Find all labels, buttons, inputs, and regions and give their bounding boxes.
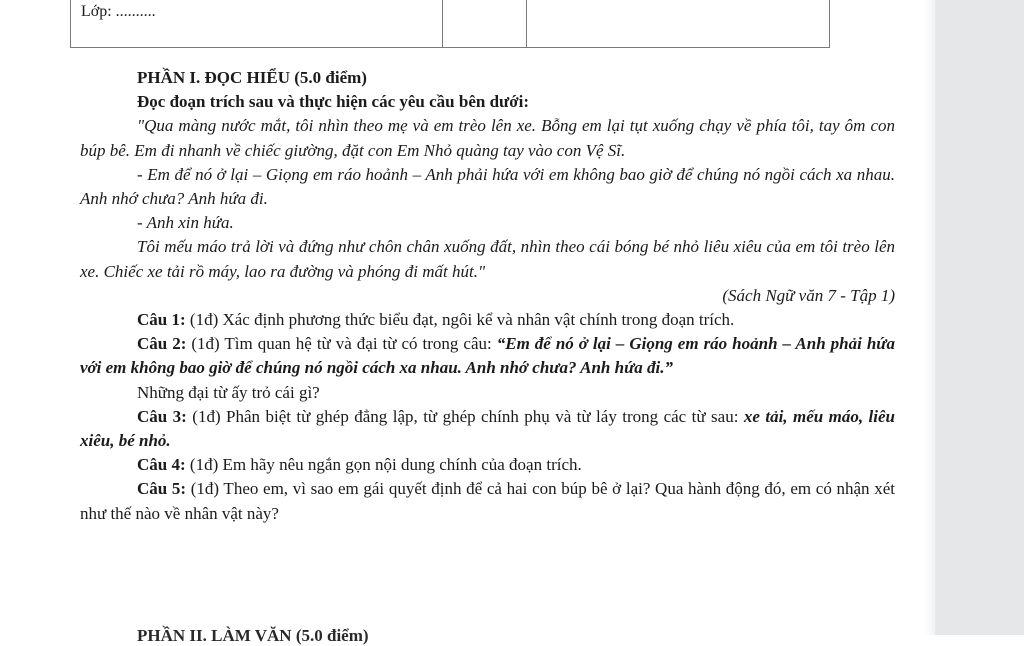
passage-paragraph: Tôi mếu máo trả lời và đứng như chôn chân xuống đất, nhìn theo cái bóng bé nhỏ liêu xiêu của em tôi trèo lên xe. Chiếc xe tải rồ máy, lao ra đường và phóng đi mất hút." — [80, 237, 895, 281]
question-text: (1đ) Em hãy nêu ngắn gọn nội dung chính của đoạn trích. — [185, 455, 582, 475]
document-body — [80, 66, 895, 526]
question-text: (1đ) Tìm quan hệ từ và đại từ có trong câu: — [186, 334, 497, 354]
viewer-side-panel — [935, 0, 1024, 635]
section-title: PHẦN I. ĐỌC HIỂU (5.0 điểm) — [137, 68, 367, 87]
section-instruction: Đọc đoạn trích sau và thực hiện các yêu cầu bên dưới: — [137, 92, 530, 112]
header-table — [70, 0, 830, 48]
question-words: xe tải, mếu máo, liêu xiêu, bé nhỏ. — [80, 406, 895, 451]
passage-paragraph: - Em để nó ở lại – Giọng em ráo hoảnh – Anh phải hứa với em không bao giờ để chúng nó ngồi cách xa nhau. Anh nhớ chưa? Anh hứa đi. — [80, 164, 895, 209]
question-5 — [80, 477, 895, 525]
question-label: Câu 2: — [137, 334, 187, 354]
class-label: Lớp: .......... — [81, 3, 156, 20]
question-4 — [80, 453, 895, 477]
question-label: Câu 4: — [137, 455, 186, 475]
passage-source: (Sách Ngữ văn 7 - Tập 1) — [722, 285, 895, 305]
question-2 — [80, 332, 895, 380]
table-divider — [442, 0, 443, 47]
question-1 — [80, 308, 895, 332]
passage-paragraph: "Qua màng nước mắt, tôi nhìn theo mẹ và em trèo lên xe. Bỗng em lại tụt xuống chạy về phía tôi, tay ôm con búp bê. Em đi nhanh về chiếc giường, đặt con Em Nhỏ quàng tay vào con Vệ Sĩ. — [80, 116, 895, 160]
question-label: Câu 1: — [137, 310, 186, 330]
question-label: Câu 3: — [137, 406, 187, 426]
question-label: Câu 5: — [137, 479, 187, 499]
next-section-title: PHẦN II. LÀM VĂN (5.0 điểm) — [137, 626, 369, 645]
question-text: (1đ) Phân biệt từ ghép đẳng lập, từ ghép chính phụ và từ láy trong các từ sau: — [186, 406, 744, 426]
passage-paragraph: - Anh xin hứa. — [137, 213, 234, 233]
question-text: (1đ) Theo em, vì sao em gái quyết định để cả hai con búp bê ở lại? Qua hành động đó, em có nhận xét như thế nào về nhân vật này? — [80, 479, 895, 523]
table-divider — [526, 0, 527, 47]
question-3 — [80, 405, 895, 453]
question-2-followup: Những đại từ ấy trỏ cái gì? — [137, 382, 320, 402]
page-edge — [925, 0, 935, 635]
question-text: (1đ) Xác định phương thức biểu đạt, ngôi kể và nhân vật chính trong đoạn trích. — [185, 310, 735, 330]
question-quote: “Em để nó ở lại – Giọng em ráo hoảnh – Anh phải hứa với em không bao giờ để chúng nó ngồi cách xa nhau. Anh nhớ chưa? Anh hứa đi.” — [80, 334, 895, 378]
